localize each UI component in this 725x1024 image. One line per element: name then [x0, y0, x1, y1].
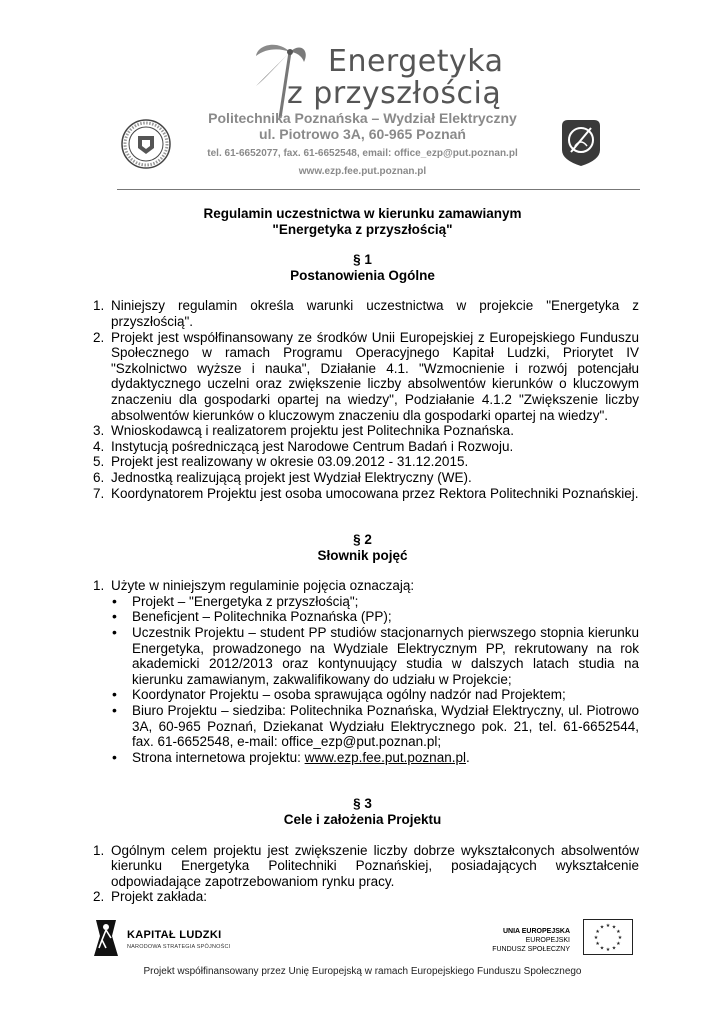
list-item: 3. Wnioskodawcą i realizatorem projektu jest Politechnika Poznańska.: [108, 423, 639, 439]
svg-text:★: ★: [599, 924, 605, 931]
eu-fund-line2: FUNDUSZ SPOŁECZNY: [492, 946, 570, 953]
footer-note: Projekt współfinansowany przez Unię Europejską w ramach Europejskiego Funduszu Społecznego: [143, 966, 582, 977]
definition-item: • Uczestnik Projektu – student PP studiów stacjonarnych pierwszego stopnia kierunku Energetyka, prowadzonego na Wydziale Elektrycznym PP, rekrutowany na rok akademicki 2012/2013 oraz kontynuujący studia w dalszych latach studia na kierunku zamawianym, zakwalifikowany do udziału w Projekcie;: [132, 625, 639, 687]
definition-item: • Koordynator Projektu – osoba sprawująca ogólny nadzór nad Projektem;: [132, 687, 639, 703]
project-website-link[interactable]: www.ezp.fee.put.poznan.pl: [304, 749, 466, 765]
brand-line-1: Energetyka: [328, 44, 504, 79]
section-2-intro: Użyte w niniejszym regulaminie pojęcia oznaczają:: [111, 578, 415, 594]
definition-item: • Projekt – "Energetyka z przyszłością";: [132, 594, 639, 610]
section-2-list: [86, 578, 639, 765]
brand-line-2: z przyszłością: [287, 76, 502, 111]
doc-title-line2: "Energetyka z przyszłością": [272, 221, 453, 237]
svg-text:★: ★: [595, 929, 600, 935]
section-1-number: § 1: [353, 252, 372, 268]
document-body: [86, 206, 639, 905]
svg-text:★: ★: [611, 945, 617, 952]
website-prefix: Strona internetowa projektu:: [132, 749, 305, 765]
header-contact: tel. 61-6652077, fax. 61-6652548, email: office_ezp@put.poznan.pl: [207, 148, 518, 159]
kapital-ludzki-subtitle: NARODOWA STRATEGIA SPÓJNOŚCI: [127, 944, 231, 950]
svg-text:★: ★: [599, 945, 605, 952]
list-item: 5. Projekt jest realizowany w okresie 03.09.2012 - 31.12.2015.: [108, 454, 639, 470]
svg-text:★: ★: [595, 941, 600, 947]
header-divider: [117, 189, 640, 190]
definition-item: • Biuro Projektu – siedziba: Politechnika Poznańska, Wydział Elektryczny, ul. Piotrowo 3A, 60-965 Poznań, Dziekanat Wydziału Elektrycznego pok. 21, tel. 61-6652544, fax. 61-6652548, e-mail: office_ezp@put.poznan.pl;: [132, 703, 639, 750]
section-3-number: § 3: [353, 796, 372, 812]
list-item: 4. Instytucją pośredniczącą jest Narodowe Centrum Badań i Rozwoju.: [108, 439, 639, 455]
kapital-ludzki-title: KAPITAŁ LUDZKI: [127, 929, 222, 941]
svg-text:★: ★: [611, 924, 617, 931]
eu-flag-icon: [583, 919, 633, 955]
svg-text:★: ★: [616, 929, 621, 935]
list-item: 6. Jednostką realizującą projekt jest Wydział Elektryczny (WE).: [108, 470, 639, 486]
svg-text:★: ★: [605, 923, 611, 929]
header-university: Politechnika Poznańska – Wydział Elektryczny: [208, 110, 517, 126]
list-item: 1. Ogólnym celem projektu jest zwiększenie liczby dobrze wykształconych absolwentów kierunku Energetyka Politechniki Poznańskiej, posiadających wykształcenie odpowiadające zapotrzebowaniom rynku pracy.: [108, 843, 639, 890]
list-item: 2. Projekt zakłada:: [108, 889, 639, 905]
list-item: 2. Projekt jest współfinansowany ze środków Unii Europejskiej z Europejskiego Funduszu Społecznego w ramach Programu Operacyjnego Kapitał Ludzki, Priorytet IV "Szkolnictwo wyższe i nauka", Działanie 4.1. "Wzmocnienie i rozwój potencjału dydaktycznego uczelni oraz zwiększenie liczby absolwentów kierunków o kluczowym znaczeniu dla gospodarki opartej na wiedzy", Podziałanie 4.1.2 "Zwiększenie liczby absolwentów kierunków o kluczowym znaczeniu dla gospodarki opartej na wiedzy".: [108, 330, 639, 424]
section-1-title: Postanowienia Ogólne: [290, 267, 435, 283]
kapital-ludzki-logo-icon: [92, 918, 120, 958]
section-1-list: [86, 298, 639, 501]
definition-item: • Beneficjent – Politechnika Poznańska (PP);: [132, 609, 639, 625]
list-item: [108, 578, 639, 765]
svg-text:★: ★: [605, 947, 611, 953]
doc-title-line1: Regulamin uczestnictwa w kierunku zamawianym: [203, 206, 522, 221]
list-item: 1. Niniejszy regulamin określa warunki uczestnictwa w projekcie "Energetyka z przyszłością".: [108, 298, 639, 329]
section-3-title: Cele i założenia Projektu: [283, 812, 442, 827]
list-item: 7. Koordynatorem Projektu jest osoba umocowana przez Rektora Politechniki Poznańskiej.: [108, 486, 639, 502]
section-2-number: § 2: [353, 532, 372, 548]
section-2-title: Słownik pojęć: [317, 547, 408, 563]
svg-text:★: ★: [616, 941, 621, 947]
website-suffix: .: [465, 749, 470, 765]
svg-text:★: ★: [617, 935, 623, 941]
eu-title: UNIA EUROPEJSKA: [502, 928, 570, 935]
header-address: ul. Piotrowo 3A, 60-965 Poznań: [259, 126, 466, 142]
eu-fund-line1: EUROPEJSKI: [525, 937, 570, 944]
header-website: www.ezp.fee.put.poznan.pl: [298, 166, 427, 177]
section-3-list: [86, 843, 639, 905]
definitions-list: [111, 594, 639, 766]
svg-text:★: ★: [593, 935, 599, 941]
definition-item: [132, 750, 639, 766]
